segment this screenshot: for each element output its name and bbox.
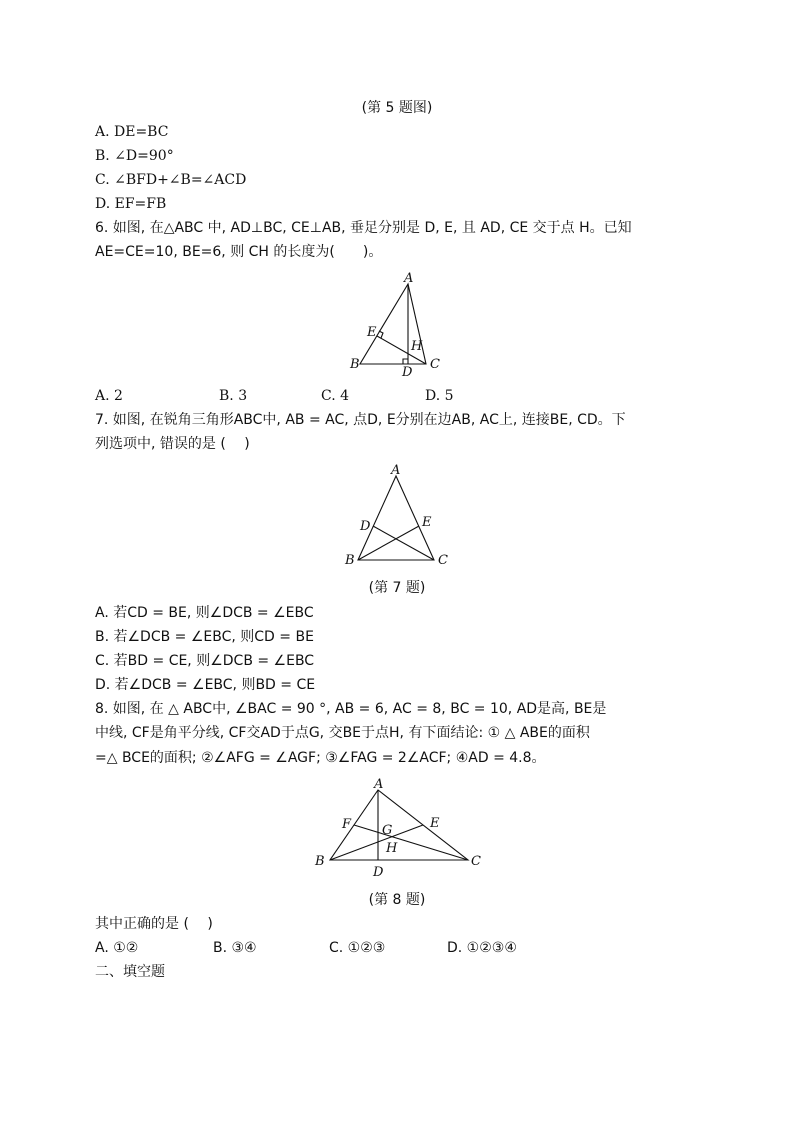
q6-right-angle-d	[403, 359, 408, 364]
q6-label-b: B	[350, 357, 360, 372]
q6-label-d: D	[402, 365, 413, 380]
q8-label-c: C	[471, 854, 481, 869]
q7-label-a: A	[391, 463, 401, 478]
q6-label-h: H	[411, 339, 423, 354]
q8-label-a: A	[374, 777, 384, 792]
q8-label-d: D	[373, 865, 384, 880]
q8-label-h: H	[386, 841, 398, 856]
q6-label-c: C	[430, 357, 440, 372]
q7-figure-caption: (第 7 题)	[368, 580, 426, 596]
q5-figure-caption: (第 5 题图)	[361, 100, 433, 116]
q7-option-c: C. 若BD = CE, 则∠DCB = ∠EBC	[95, 653, 315, 669]
q6-stem-line1: 6. 如图, 在△ABC 中, AD⊥BC, CE⊥AB, 垂足分别是 D, E, 且 AD, CE 交于点 H。已知	[95, 220, 632, 236]
q7-label-c: C	[438, 553, 448, 568]
q6-option-d: D. 5	[425, 388, 454, 404]
q8-option-d: D. ①②③④	[447, 940, 517, 956]
q6-stem-line2: AE=CE=10, BE=6, 则 CH 的长度为( )。	[95, 244, 383, 260]
q7-option-b: B. 若∠DCB = ∠EBC, 则CD = BE	[95, 629, 314, 645]
q7-segment-cd	[373, 526, 434, 560]
q6-label-a: A	[404, 271, 414, 286]
q8-label-b: B	[315, 854, 325, 869]
q7-label-b: B	[345, 553, 355, 568]
q5-option-a: A. DE=BC	[95, 124, 169, 140]
q7-stem-line1: 7. 如图, 在锐角三角形ABC中, AB = AC, 点D, E分别在边AB, AC上, 连接BE, CD。下	[95, 412, 626, 428]
q7-figure	[340, 460, 460, 576]
q5-option-c: C. ∠BFD+∠B=∠ACD	[95, 172, 247, 188]
q8-stem-line2: 中线, CF是角平分线, CF交AD于点G, 交BE于点H, 有下面结论: ① △ ABE的面积	[95, 725, 590, 741]
q8-option-c: C. ①②③	[329, 940, 386, 956]
q8-figure-caption: (第 8 题)	[368, 892, 426, 908]
q8-stem-line1: 8. 如图, 在 △ ABC中, ∠BAC = 90 °, AB = 6, AC = 8, BC = 10, AD是高, BE是	[95, 701, 607, 717]
q6-option-a: A. 2	[95, 388, 123, 404]
q6-option-c: C. 4	[321, 388, 350, 404]
section-fill-in-heading: 二、填空题	[95, 964, 165, 980]
q6-figure	[340, 270, 450, 384]
q8-figure	[310, 776, 490, 884]
q8-stem-line3: =△ BCE的面积; ②∠AFG = ∠AGF; ③∠FAG = 2∠ACF; ④AD = 4.8。	[95, 750, 546, 766]
q7-label-d: D	[360, 519, 371, 534]
q6-options	[95, 386, 454, 406]
q8-label-g: G	[382, 823, 393, 838]
q8-option-b: B. ③④	[213, 940, 257, 956]
q8-bisector-cf	[354, 825, 468, 860]
q8-options	[95, 938, 517, 958]
q5-option-b: B. ∠D=90°	[95, 148, 174, 164]
q8-label-f: F	[342, 817, 352, 832]
q6-label-e: E	[367, 325, 377, 340]
q8-label-e: E	[430, 816, 440, 831]
q7-option-d: D. 若∠DCB = ∠EBC, 则BD = CE	[95, 677, 316, 693]
q5-option-d: D. EF=FB	[95, 196, 167, 212]
q8-option-a: A. ①②	[95, 940, 139, 956]
q8-question: 其中正确的是 ( )	[95, 916, 213, 932]
q7-label-e: E	[422, 515, 432, 530]
q7-option-a: A. 若CD = BE, 则∠DCB = ∠EBC	[95, 605, 314, 621]
q6-option-b: B. 3	[219, 388, 248, 404]
q7-stem-line2: 列选项中, 错误的是 ( )	[95, 436, 250, 452]
